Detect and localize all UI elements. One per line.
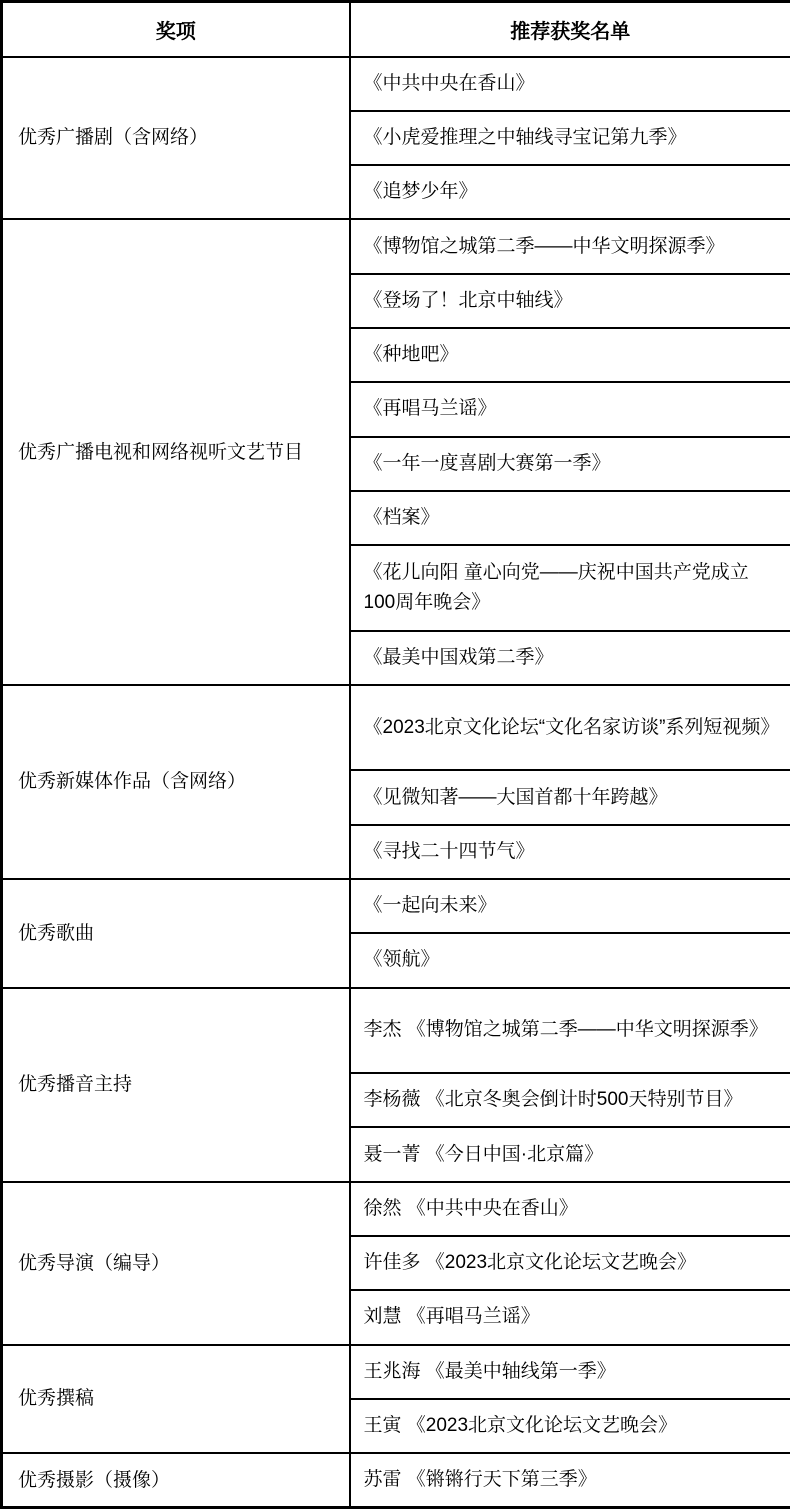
award-category-cell: 优秀歌曲 (2, 879, 350, 988)
winner-item-cell: 《中共中央在香山》 (350, 57, 790, 111)
award-category-cell: 优秀广播电视和网络视听文艺节目 (2, 219, 350, 685)
table-row (2, 219, 790, 273)
winner-item-cell: 刘慧 《再唱马兰谣》 (350, 1290, 790, 1344)
winner-item-cell: 《最美中国戏第二季》 (350, 631, 790, 685)
table-row (2, 685, 790, 770)
award-category-cell: 优秀新媒体作品（含网络） (2, 685, 350, 879)
winner-item-cell: 徐然 《中共中央在香山》 (350, 1182, 790, 1236)
table-row (2, 1182, 790, 1236)
winner-item-cell: 《一年一度喜剧大赛第一季》 (350, 437, 790, 491)
winner-item-cell: 李杨薇 《北京冬奥会倒计时500天特别节目》 (350, 1073, 790, 1127)
winner-item-cell: 《见微知著——大国首都十年跨越》 (350, 770, 790, 824)
table-header-row (2, 2, 790, 57)
award-category-cell: 优秀撰稿 (2, 1345, 350, 1454)
award-category-cell: 优秀广播剧（含网络） (2, 57, 350, 220)
winner-item-cell: 《种地吧》 (350, 328, 790, 382)
column-header-winners: 推荐获奖名单 (350, 2, 790, 57)
winner-item-cell: 《花儿向阳 童心向党——庆祝中国共产党成立100周年晚会》 (350, 545, 790, 630)
winner-item-cell: 王寅 《2023北京文化论坛文艺晚会》 (350, 1399, 790, 1453)
winner-item-cell: 聂一菁 《今日中国·北京篇》 (350, 1127, 790, 1181)
award-category-cell: 优秀播音主持 (2, 988, 350, 1182)
table-row (2, 988, 790, 1073)
winner-item-cell: 《一起向未来》 (350, 879, 790, 933)
table-row (2, 879, 790, 933)
table-row (2, 57, 790, 111)
winner-item-cell: 王兆海 《最美中轴线第一季》 (350, 1345, 790, 1399)
award-category-cell: 优秀导演（编导） (2, 1182, 350, 1345)
winner-item-cell: 《追梦少年》 (350, 165, 790, 219)
winner-item-cell: 《再唱马兰谣》 (350, 382, 790, 436)
table-row (2, 1345, 790, 1399)
winner-item-cell: 《登场了！北京中轴线》 (350, 274, 790, 328)
winner-item-cell: 《寻找二十四节气》 (350, 825, 790, 879)
winner-item-cell: 许佳多 《2023北京文化论坛文艺晚会》 (350, 1236, 790, 1290)
column-header-award: 奖项 (2, 2, 350, 57)
table-row (2, 1453, 790, 1507)
winner-item-cell: 《2023北京文化论坛“文化名家访谈”系列短视频》 (350, 685, 790, 770)
winner-item-cell: 李杰 《博物馆之城第二季——中华文明探源季》 (350, 988, 790, 1073)
award-category-cell: 优秀摄影（摄像） (2, 1453, 350, 1507)
winner-item-cell: 《档案》 (350, 491, 790, 545)
winner-item-cell: 《博物馆之城第二季——中华文明探源季》 (350, 219, 790, 273)
winner-item-cell: 《小虎爱推理之中轴线寻宝记第九季》 (350, 111, 790, 165)
winner-item-cell: 《领航》 (350, 933, 790, 987)
winner-item-cell: 苏雷 《锵锵行天下第三季》 (350, 1453, 790, 1507)
